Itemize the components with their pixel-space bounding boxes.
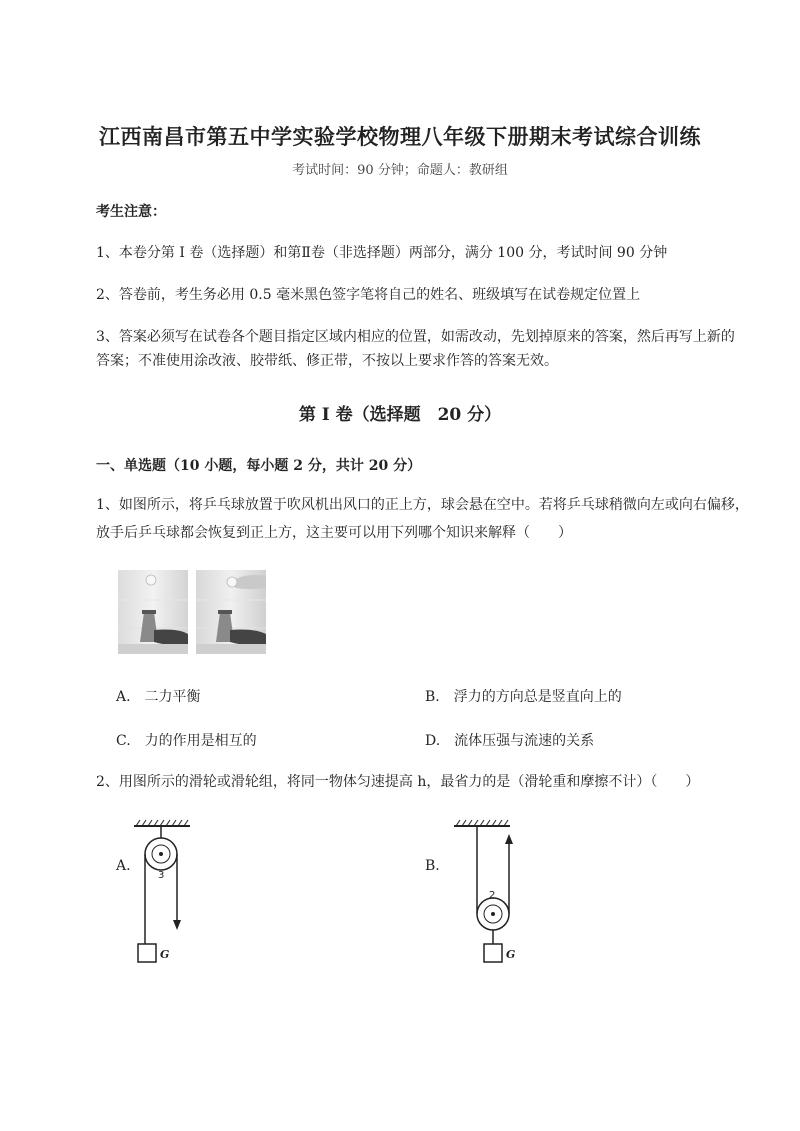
exam-info: 考试时间：90 分钟；命题人：教研组 [292,163,508,178]
rope-number-b: 2 [489,890,496,901]
fixed-pulley-diagram [128,818,198,968]
section-title: 第 I 卷（选择题 20 分） [298,405,502,425]
page-title: 江西南昌市第五中学实验学校物理八年级下册期末考试综合训练 [99,124,701,149]
hair-dryer-photo-2 [196,570,266,654]
question-1-option-d[interactable]: D. 流体压强与流速的关系 [425,733,595,749]
weight-label-b: G [506,948,516,961]
question-1-text: 1、如图所示，将乒乓球放置于吹风机出风口的正上方，球会悬在空中。若将乒乓球稍微向左或向右偏移，放手后乒乓球都会恢复到正上方，这主要可以用下列哪个知识来解释（ ） [96,497,749,541]
notice-heading: 考生注意： [96,204,166,220]
question-1-option-b[interactable]: B. 浮力的方向总是竖直向上的 [425,689,622,705]
question-1-option-a[interactable]: A. 二力平衡 [116,689,201,705]
weight-label-a: G [160,948,170,961]
movable-pulley-diagram [450,818,530,968]
question-2-text: 2、用图所示的滑轮或滑轮组，将同一物体匀速提高 h，最省力的是（滑轮重和摩擦不计）（ ） [96,774,700,790]
question-2-option-b[interactable]: B. [425,858,440,874]
hair-dryer-photo-1 [118,570,188,654]
notice-item-3: 3、答案必须写在试卷各个题目指定区域内相应的位置，如需改动，先划掉原来的答案，然后再写上新的答案；不准使用涂改液、胶带纸、修正带，不按以上要求作答的答案无效。 [96,329,735,369]
rope-number-a: 3 [158,870,165,881]
notice-item-2: 2、答卷前，考生务必用 0.5 毫米黑色签字笔将自己的姓名、班级填写在试卷规定位置上 [96,287,641,303]
question-2-option-a[interactable]: A. [116,858,131,874]
question-1-option-c[interactable]: C. 力的作用是相互的 [116,733,257,749]
part-heading: 一、单选题（10 小题，每小题 2 分，共计 20 分） [96,458,422,474]
notice-item-1: 1、本卷分第 I 卷（选择题）和第Ⅱ卷（非选择题）两部分，满分 100 分，考试时间 90 分钟 [96,245,668,261]
